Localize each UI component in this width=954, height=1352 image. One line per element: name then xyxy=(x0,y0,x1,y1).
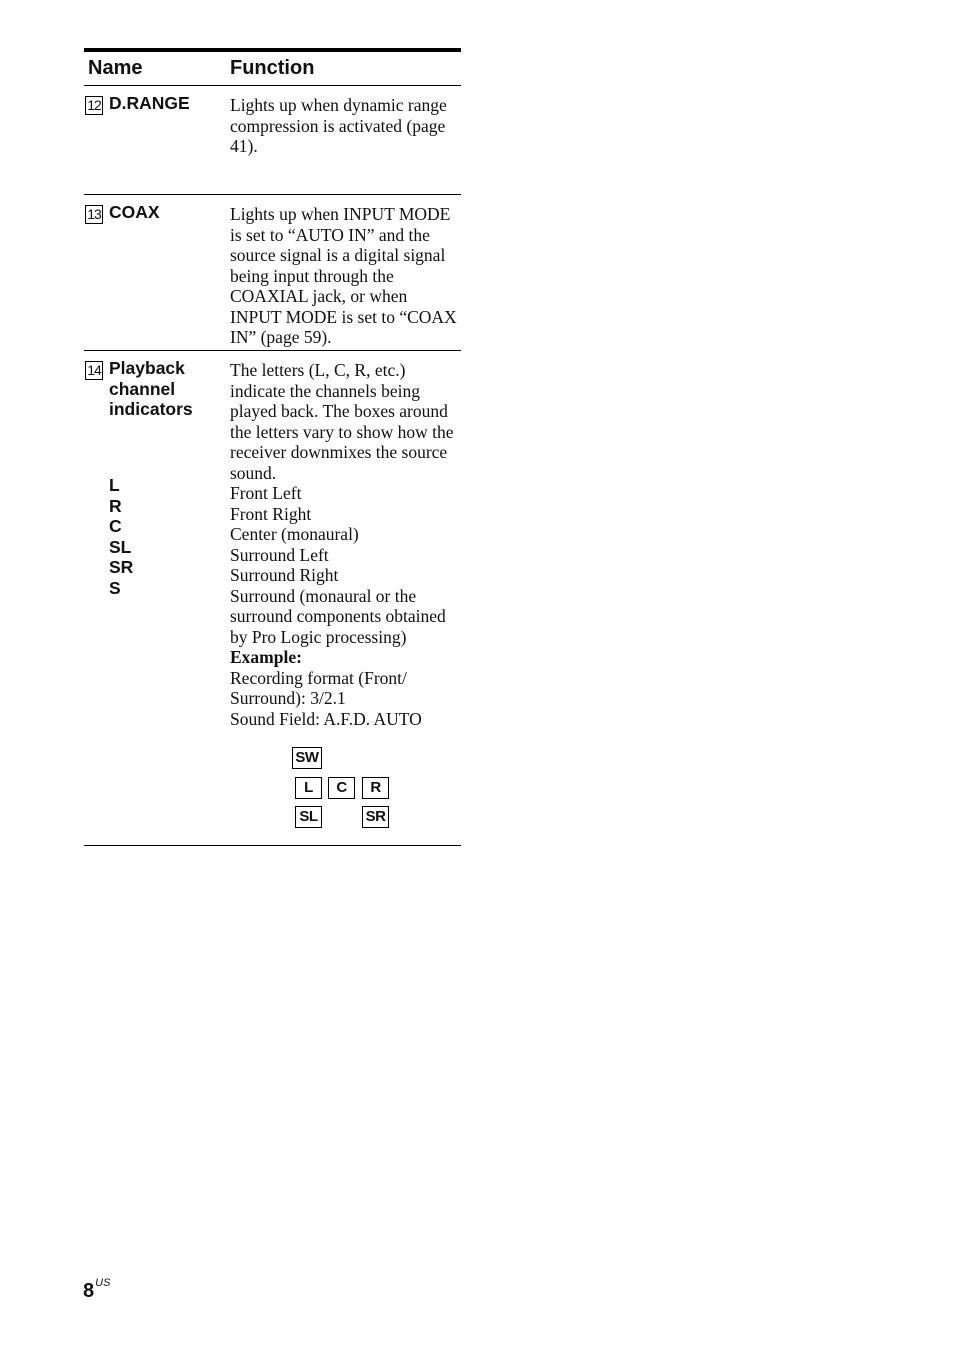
table-row-drange xyxy=(84,86,461,195)
channel-desc: Front Right xyxy=(230,503,312,524)
item-number-14: 14 xyxy=(85,361,103,380)
table-row-coax xyxy=(84,195,461,351)
header-name: Name xyxy=(88,57,143,79)
channel-code: R xyxy=(109,495,122,516)
page-number-suffix: US xyxy=(95,1277,111,1290)
item-function-coax xyxy=(230,195,462,354)
item-name-drange: D.RANGE xyxy=(109,93,190,113)
example-line: Sound Field: A.F.D. AUTO xyxy=(230,708,422,729)
channel-desc: Surround (monaural or the surround components obtained by Pro Logic processing) xyxy=(230,585,446,647)
function-table xyxy=(84,48,461,846)
example-line: Recording format (Front/ Surround): 3/2.1 xyxy=(230,667,407,708)
indicator-sr: SR xyxy=(362,806,389,828)
channel-code: C xyxy=(109,516,122,536)
item-number-12: 12 xyxy=(85,96,103,115)
channel-code-list xyxy=(109,475,133,598)
item-function-playback-channels xyxy=(230,351,462,735)
item-name-coax: COAX xyxy=(109,202,160,222)
channel-desc: Surround Right xyxy=(230,565,339,585)
item-function-drange xyxy=(230,86,462,163)
drange-description: Lights up when dynamic range compression is activated (page 41). xyxy=(230,95,447,156)
channel-code: S xyxy=(109,577,121,598)
indicator-l: L xyxy=(295,777,322,799)
page-number-value: 8 xyxy=(83,1280,94,1302)
indicator-c: C xyxy=(328,777,355,799)
table-row-playback-channels xyxy=(84,351,461,846)
playback-description: The letters (L, C, R, etc.) indicate the channels being played back. The boxes around the letters vary to show how the receiver downmixes the source sound. xyxy=(230,360,454,483)
header-function: Function xyxy=(230,57,315,79)
channel-code: SL xyxy=(109,536,132,557)
coax-description: Lights up when INPUT MODE is set to “AUTO IN” and the source signal is a digital signal being input through the COAXIAL jack, or when INPUT MODE is set to “COAX IN” (page 59). xyxy=(230,204,457,347)
indicator-sl: SL xyxy=(295,806,322,828)
item-name-playback-channels: Playback channel indicators xyxy=(109,358,193,419)
channel-code: L xyxy=(109,475,120,495)
table-header xyxy=(84,52,461,86)
channel-indicator-diagram xyxy=(289,747,399,837)
indicator-sw: SW xyxy=(292,747,322,769)
item-number-13: 13 xyxy=(85,205,103,224)
example-label: Example: xyxy=(230,647,302,667)
channel-desc: Surround Left xyxy=(230,544,329,565)
channel-desc: Front Left xyxy=(230,483,302,503)
channel-code: SR xyxy=(109,557,134,577)
channel-desc: Center (monaural) xyxy=(230,524,359,544)
page-number xyxy=(83,1277,111,1303)
indicator-r: R xyxy=(362,777,389,799)
